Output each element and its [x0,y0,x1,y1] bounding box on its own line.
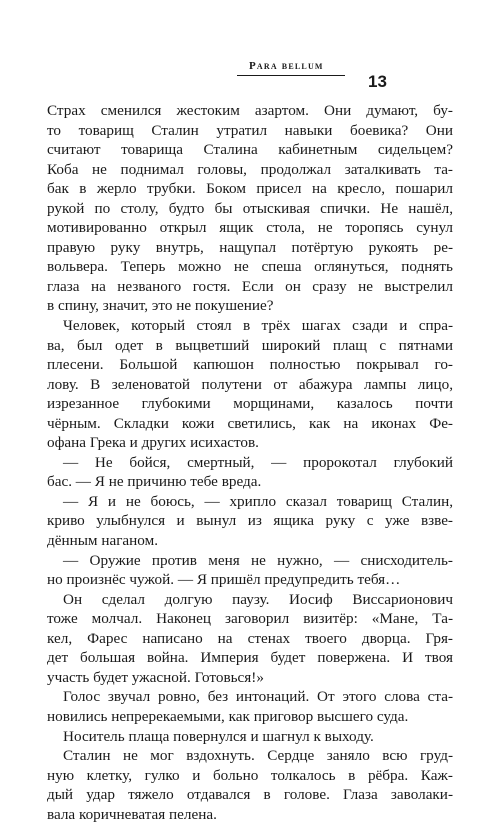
text-line: в спину, значит, это не покушение? [47,297,274,315]
running-title: Para bellum [249,60,324,72]
text-line: правую руку внутрь, нащупал потёртую рукоять ре- [47,238,453,256]
text-line: бас. — Я не причиню тебе вреда. [47,473,262,491]
header-rule [237,75,345,76]
text-line: новились непререкаемыми, как приговор высшего суда. [47,707,409,725]
text-line: считают товарища Сталина кабинетным сидельцем? [47,141,453,159]
text-line: чёрным. Складки кожи светились, как на иконах Фе- [47,414,453,432]
text-line: лову. В зеленоватой полутени от абажура лампы лицо, [47,375,453,393]
text-line: бак в жерло трубки. Боком присел на кресло, пошарил [47,180,453,198]
text-line: — Оружие против меня не нужно, — снисходитель- [63,551,453,569]
text-line: участь будет ужасной. Готовься!» [47,668,264,686]
text-line: тоже молчал. Наконец заговорил визитёр: «Мане, Та- [47,610,453,628]
body-text [47,101,453,824]
text-line: плесени. Большой капюшон полностью покрывал го- [47,356,453,374]
text-line: — Не бойся, смертный, — пророкотал глубокий [63,453,453,471]
text-line: Коба не поднимал головы, продолжал заталкивать та- [47,160,453,178]
text-line: но произнёс чужой. — Я пришёл предупредить тебя… [47,571,401,589]
text-line: Сталин не мог вздохнуть. Сердце заняло всю груд- [63,747,453,765]
text-line: ва, был одет в выцветший широкий плащ с пятнами [47,336,453,354]
text-line: дый удар тяжело отдавался в голове. Глаза заволаки- [47,786,453,804]
text-line: дет большая война. Империя будет повержена. И твоя [47,649,453,667]
text-line: вольвера. Теперь можно не спеша оглянуться, поднять [47,258,453,276]
text-line: — Я и не боюсь, — хрипло сказал товарищ Сталин, [63,492,453,510]
text-line: криво улыбнулся и вынул из ящика руку с уже взве- [47,512,453,530]
text-line: кел, Фарес написано на стенах твоего дворца. Гря- [47,629,453,647]
text-line: то товарищ Сталин утратил навыки боевика? Они [47,121,453,139]
text-line: Страх сменился жестоким азартом. Они думают, бу- [47,102,453,119]
text-line: Человек, который стоял в трёх шагах сзади и спра- [63,317,453,335]
text-line: Носитель плаща повернулся и шагнул к выходу. [63,727,374,745]
text-line: дённым наганом. [47,532,159,550]
text-line: глаза на незваного гостя. Если он сразу не выстрелил [47,277,453,295]
text-line: офана Грека и других исихастов. [47,434,259,452]
text-line: Голос звучал ровно, без интонаций. От этого слова ста- [63,688,453,706]
page-number: 13 [368,72,387,91]
text-line: вала коричневатая пелена. [47,805,217,823]
text-line: мотивированно открыл ящик стола, не торопясь сунул [47,219,453,237]
text-line: ную клетку, гулко и больно толкалось в рёбра. Каж- [47,766,453,784]
text-line: рукой по столу, будто бы отыскивая спички. Не нашёл, [47,199,453,217]
text-line: изрезанное глубокими морщинами, казалось почти [47,395,453,413]
text-line: Он сделал долгую паузу. Иосиф Виссарионович [63,590,453,608]
